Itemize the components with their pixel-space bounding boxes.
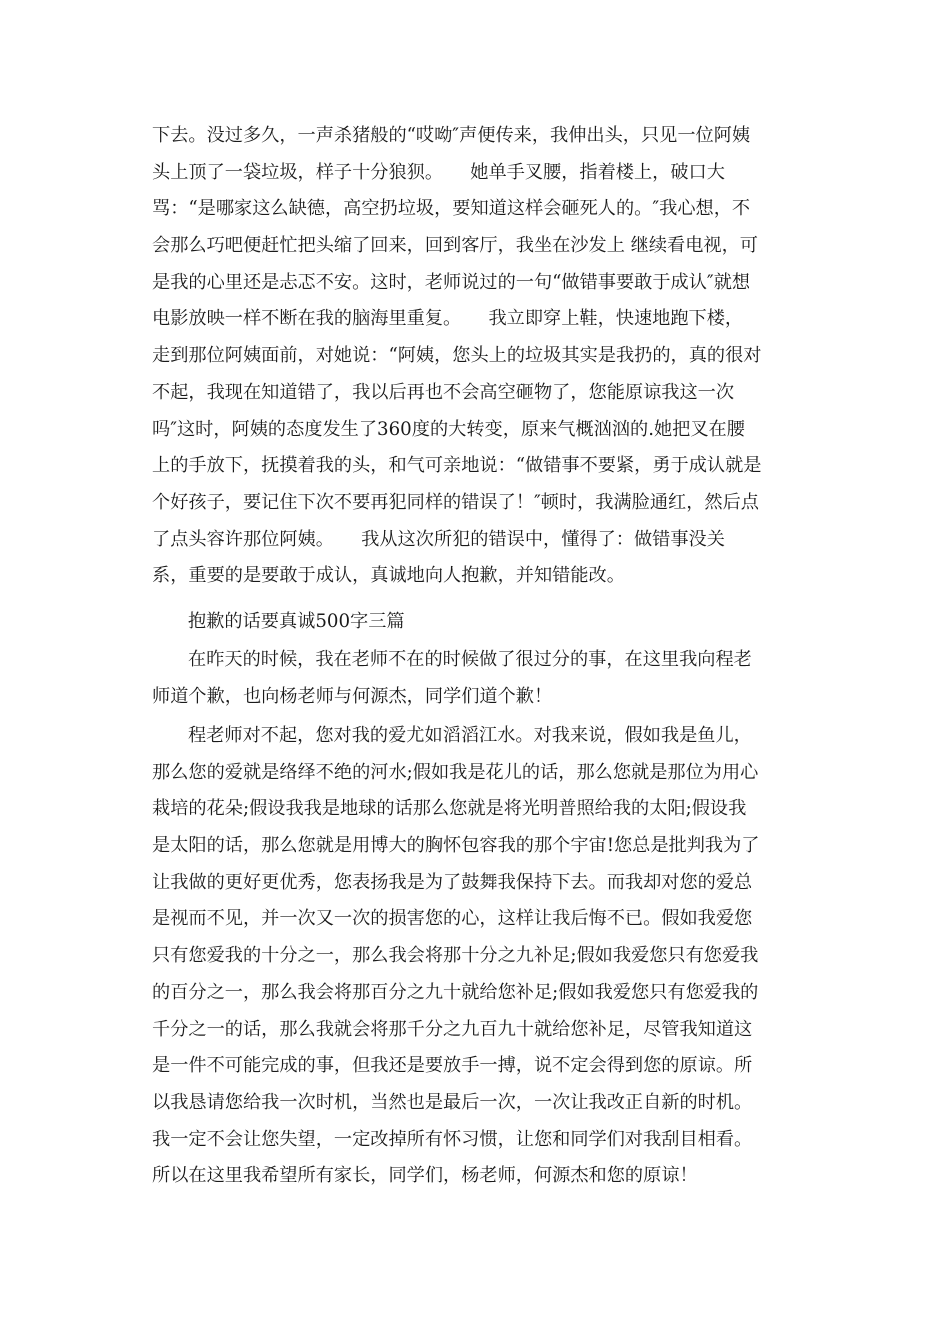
text-line: 个好孩子，要记住下次不要再犯同样的错误了！″顿时，我满脸通红，然后点 [152,491,759,513]
text-line: 那么您的爱就是络绎不绝的河水;假如我是花儿的话，那么您就是那位为用心 [152,761,759,783]
text-line: 头上顶了一袋垃圾，样子十分狼狈。 她单手叉腰，指着楼上，破口大 [152,161,725,183]
text-line: 在昨天的时候，我在老师不在的时候做了很过分的事，在这里我向程老 [188,649,752,670]
text-line: 是我的心里还是忐忑不安。这时，老师说过的一句“做错事要敢于成认″就想 [152,271,751,293]
text-line: 只有您爱我的十分之一，那么我会将那十分之九补足;假如我爱您只有您爱我 [152,945,759,967]
text-line: 程老师对不起，您对我的爱尤如滔滔江水。对我来说，假如我是鱼儿， [188,725,752,746]
text-line: 所以在这里我希望所有家长，同学们，杨老师，何源杰和您的原谅！ [152,1165,698,1187]
text-line: 以我恳请您给我一次时机，当然也是最后一次，一次让我改正自新的时机。 [152,1091,753,1113]
section-heading [152,604,802,641]
text-line: 是视而不见，并一次又一次的损害您的心，这样让我后悔不已。假如我爱您 [152,908,753,930]
text-line: 是太阳的话，那么您就是用博大的胸怀包容我的那个宇宙!您总是批判我为了 [152,835,760,857]
paragraph-apology-intro [152,642,802,715]
text-line: 让我做的更好更优秀，您表扬我是为了鼓舞我保持下去。而我却对您的爱总 [152,871,753,893]
text-line: 是一件不可能完成的事，但我还是要放手一搏，说不定会得到您的原谅。所 [152,1055,753,1077]
paragraph-apology-letter [152,718,802,1195]
text-line: 我一定不会让您失望，一定改掉所有怀习惯，让您和同学们对我刮目相看。 [152,1128,753,1150]
text-line: 下去。没过多久，一声杀猪般的“哎呦″声便传来，我伸出头，只见一位阿姨 [152,125,751,146]
text-line: 栽培的花朵;假设我我是地球的话那么您就是将光明普照给我的太阳;假设我 [152,798,747,820]
text-line: 吗″这时，阿姨的态度发生了360度的大转变，原来气概汹汹的.她把叉在腰 [152,418,745,440]
paragraph-apology-story [152,118,802,595]
section-heading-text: 抱歉的话要真诚500字三篇 [188,611,405,632]
text-line: 走到那位阿姨面前，对她说：“阿姨，您头上的垃圾其实是我扔的，真的很对 [152,345,762,367]
text-line: 千分之一的话，那么我就会将那千分之九百九十就给您补足，尽管我知道这 [152,1018,753,1040]
text-line: 系，重要的是要敢于成认，真诚地向人抱歉，并知错能改。 [152,565,625,587]
text-line: 师道个歉，也向杨老师与何源杰，同学们道个歉！ [152,685,553,707]
text-line: 了点头容许那位阿姨。 我从这次所犯的错误中，懂得了：做错事没关 [152,528,725,550]
text-line: 会那么巧吧便赶忙把头缩了回来，回到客厅，我坐在沙发上 继续看电视，可 [152,235,758,257]
text-line: 的百分之一，那么我会将那百分之九十就给您补足;假如我爱您只有您爱我的 [152,981,759,1003]
text-line: 上的手放下，抚摸着我的头，和气可亲地说：“做错事不要紧，勇于成认就是 [152,455,762,477]
text-line: 骂：“是哪家这么缺德，高空扔垃圾，要知道这样会砸死人的。″我心想，不 [152,198,751,220]
text-line: 电影放映一样不断在我的脑海里重复。 我立即穿上鞋，快速地跑下楼， [152,308,744,330]
text-line: 不起，我现在知道错了，我以后再也不会高空砸物了，您能原谅我这一次 [152,381,735,403]
